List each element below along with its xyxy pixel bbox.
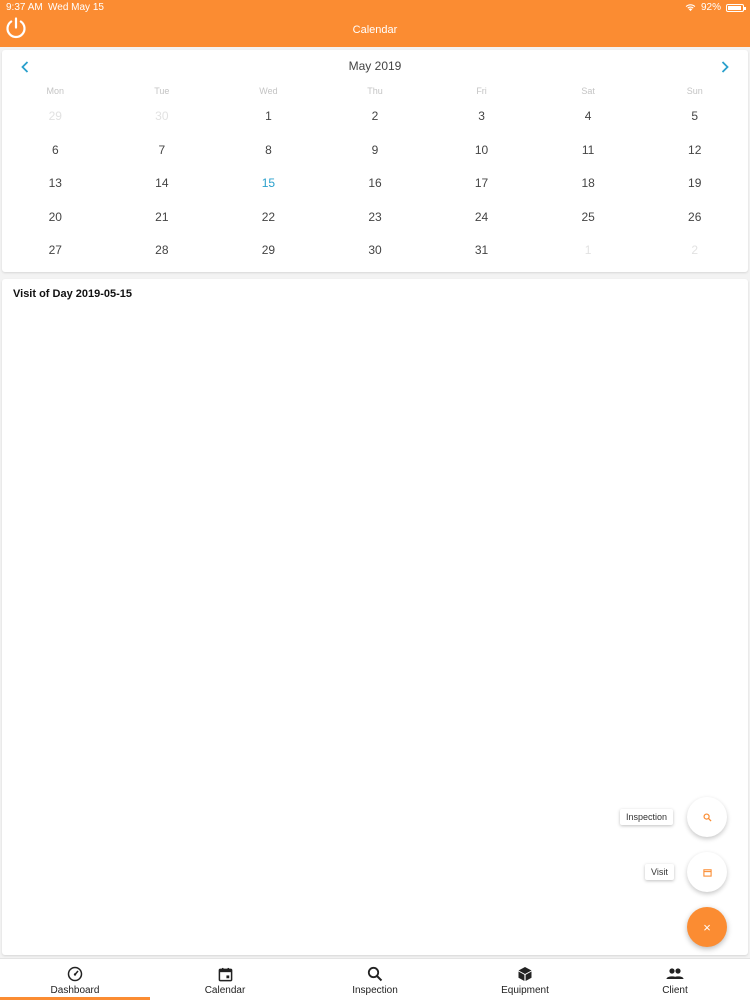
calendar-day[interactable]: 12 xyxy=(688,142,702,157)
calendar-day[interactable]: 29 xyxy=(48,109,62,123)
calendar-icon xyxy=(216,965,234,983)
calendar-day[interactable]: 17 xyxy=(474,176,489,191)
calendar-day[interactable]: 5 xyxy=(691,109,699,123)
bottom-tab-bar xyxy=(0,958,750,1000)
day-grid xyxy=(2,100,748,268)
weekday-label: Mon xyxy=(46,86,65,96)
calendar-day[interactable]: 22 xyxy=(261,209,276,224)
close-fab-button[interactable] xyxy=(687,907,727,947)
weekday-label: Sat xyxy=(581,86,595,96)
tab-label: Calendar xyxy=(204,985,246,996)
month-label: May 2019 xyxy=(348,59,402,73)
calendar-day[interactable]: 19 xyxy=(688,176,702,191)
tab-label: Dashboard xyxy=(50,985,100,996)
tab-dashboard[interactable] xyxy=(0,959,150,1000)
weekday-label: Thu xyxy=(367,86,383,96)
calendar-day[interactable]: 21 xyxy=(155,209,169,224)
battery-percent: 92% xyxy=(700,2,721,13)
calendar-day[interactable]: 11 xyxy=(581,142,595,157)
calendar-day[interactable]: 31 xyxy=(474,243,489,258)
weekday-label: Fri xyxy=(476,86,487,96)
status-right xyxy=(685,2,744,13)
calendar-day[interactable]: 1 xyxy=(584,243,592,258)
calendar-day[interactable]: 2 xyxy=(691,243,699,258)
calendar-day[interactable]: 20 xyxy=(48,209,62,224)
status-time: 9:37 AM xyxy=(6,2,43,13)
calendar-day[interactable]: 29 xyxy=(261,243,276,258)
calendar-day[interactable]: 26 xyxy=(688,209,702,224)
calendar-day[interactable]: 30 xyxy=(155,109,169,123)
calendar-day[interactable]: 1 xyxy=(265,109,272,123)
weekday-row xyxy=(2,82,748,100)
calendar-day[interactable]: 18 xyxy=(581,176,595,191)
battery-icon xyxy=(726,4,744,12)
top-bar xyxy=(0,0,750,47)
wifi-icon xyxy=(685,3,696,12)
calendar-icon xyxy=(703,868,712,877)
calendar-day-today[interactable]: 15 xyxy=(261,176,276,191)
calendar-day[interactable]: 13 xyxy=(48,176,62,191)
status-date: Wed May 15 xyxy=(48,2,104,13)
calendar-day[interactable]: 7 xyxy=(158,142,166,157)
calendar-day[interactable]: 25 xyxy=(581,209,595,224)
calendar-day[interactable]: 8 xyxy=(265,142,272,157)
calendar-day[interactable]: 28 xyxy=(155,243,169,258)
weekday-label: Wed xyxy=(259,86,278,96)
weekday-label: Sun xyxy=(686,86,703,96)
visit-fab-label[interactable]: Visit xyxy=(645,864,674,880)
calendar-day[interactable]: 24 xyxy=(474,209,489,224)
tab-equipment[interactable] xyxy=(450,959,600,1000)
tab-inspection[interactable] xyxy=(300,959,450,1000)
tab-calendar[interactable] xyxy=(150,959,300,1000)
visits-title: Visit of Day 2019-05-15 xyxy=(13,288,133,300)
inspection-fab-label[interactable]: Inspection xyxy=(620,809,673,825)
calendar-day[interactable]: 4 xyxy=(584,109,592,123)
people-icon xyxy=(666,965,684,983)
chevron-right-icon xyxy=(720,61,730,73)
tab-label: Equipment xyxy=(501,985,549,996)
search-icon xyxy=(366,965,384,983)
calendar-day[interactable]: 16 xyxy=(368,176,382,191)
tab-client[interactable] xyxy=(600,959,750,1000)
calendar-header xyxy=(2,50,748,82)
visits-card xyxy=(2,279,748,955)
calendar-day[interactable]: 30 xyxy=(368,243,382,258)
search-icon xyxy=(703,813,712,822)
close-icon: × xyxy=(703,919,711,935)
calendar-day[interactable]: 2 xyxy=(371,109,379,123)
tab-label: Client xyxy=(662,985,688,996)
calendar-day[interactable]: 14 xyxy=(155,176,169,191)
inspection-fab-button[interactable] xyxy=(687,797,727,837)
calendar-day[interactable]: 23 xyxy=(368,209,382,224)
tab-label: Inspection xyxy=(352,985,398,996)
calendar-day[interactable]: 10 xyxy=(474,142,489,157)
speedometer-icon xyxy=(66,965,84,983)
next-month-button[interactable] xyxy=(714,56,736,78)
visit-fab-button[interactable] xyxy=(687,852,727,892)
calendar-day[interactable]: 3 xyxy=(478,109,485,123)
calendar-card xyxy=(2,50,748,272)
page-title: Calendar xyxy=(352,24,398,36)
cube-icon xyxy=(516,965,534,983)
weekday-label: Tue xyxy=(154,86,170,96)
calendar-day[interactable]: 9 xyxy=(371,142,379,157)
calendar-day[interactable]: 6 xyxy=(51,142,59,157)
calendar-day[interactable]: 27 xyxy=(48,243,62,258)
